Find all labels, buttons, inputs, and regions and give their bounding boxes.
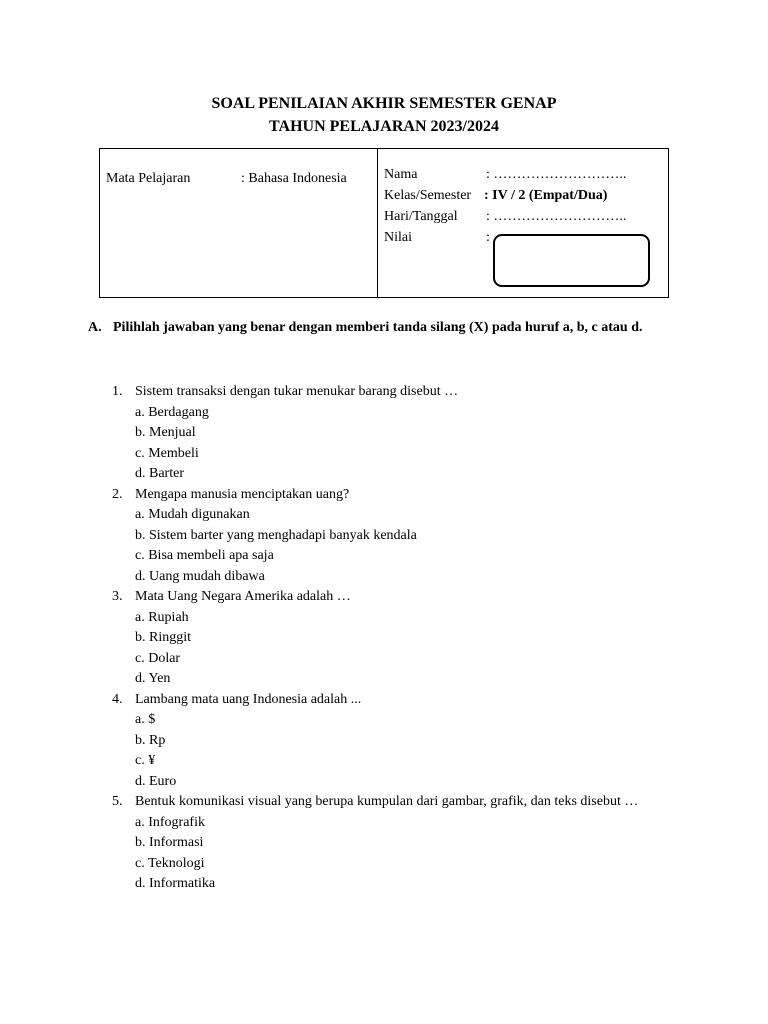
answer-option[interactable]: c. Bisa membeli apa saja [135, 548, 274, 563]
question-text: Mengapa manusia menciptakan uang? [135, 486, 350, 502]
question-text: Lambang mata uang Indonesia adalah ... [135, 691, 362, 707]
answer-option[interactable]: b. Ringgit [135, 630, 192, 645]
question-text: Mata Uang Negara Amerika adalah … [135, 589, 351, 604]
name-label: Nama [384, 167, 418, 182]
answer-option[interactable]: c. ¥ [135, 753, 156, 768]
answer-option[interactable]: c. Membeli [135, 445, 199, 461]
question-text: Sistem transaksi dengan tukar menukar barang disebut … [135, 384, 459, 399]
answer-option[interactable]: a. Mudah digunakan [135, 507, 250, 522]
answer-option[interactable]: c. Teknologi [135, 855, 205, 871]
answer-option[interactable]: b. Informasi [135, 835, 204, 850]
question-number: 1. [112, 384, 123, 399]
question-number: 5. [112, 794, 123, 809]
answer-option[interactable]: a. Rupiah [135, 609, 189, 625]
date-field[interactable]: : ……………………….. [486, 209, 627, 224]
date-label: Hari/Tanggal [384, 209, 458, 224]
document-subtitle: TAHUN PELAJARAN 2023/2024 [269, 118, 499, 135]
answer-option[interactable]: d. Informatika [135, 876, 216, 891]
question-number: 3. [112, 589, 123, 604]
answer-option[interactable]: d. Barter [135, 466, 184, 481]
info-box-divider [377, 149, 378, 297]
class-semester-label: Kelas/Semester [384, 188, 472, 203]
score-box[interactable] [493, 234, 650, 287]
question-number: 4. [112, 691, 123, 707]
section-a-instruction [88, 317, 688, 338]
class-semester-value: : IV / 2 (Empat/Dua) [484, 188, 608, 203]
document-title: SOAL PENILAIAN AKHIR SEMESTER GENAP [211, 95, 557, 112]
answer-option[interactable]: d. Yen [135, 671, 171, 686]
answer-option[interactable]: b. Rp [135, 732, 166, 748]
answer-option[interactable]: c. Dolar [135, 650, 181, 666]
student-info-box [99, 148, 669, 298]
name-field[interactable]: : ……………………….. [486, 167, 627, 182]
answer-option[interactable]: b. Sistem barter yang menghadapi banyak kendala [135, 527, 417, 543]
question-number: 2. [112, 486, 123, 502]
score-label: Nilai [384, 230, 412, 245]
answer-option[interactable]: b. Menjual [135, 425, 196, 440]
answer-option[interactable]: a. Berdagang [135, 404, 209, 420]
answer-option[interactable]: a. Infografik [135, 814, 205, 830]
section-a-text: Pilihlah jawaban yang benar dengan memberi tanda silang (X) pada huruf a, b, c atau d. [113, 320, 643, 335]
score-colon: : [486, 230, 490, 245]
answer-option[interactable]: a. $ [135, 712, 156, 727]
subject-value: : Bahasa Indonesia [241, 171, 347, 186]
answer-option[interactable]: d. Euro [135, 773, 177, 789]
question-text: Bentuk komunikasi visual yang berupa kumpulan dari gambar, grafik, dan teks disebut … [135, 794, 639, 809]
answer-option[interactable]: d. Uang mudah dibawa [135, 568, 265, 584]
subject-label: Mata Pelajaran [106, 171, 191, 186]
section-a-letter: A. [88, 320, 102, 335]
